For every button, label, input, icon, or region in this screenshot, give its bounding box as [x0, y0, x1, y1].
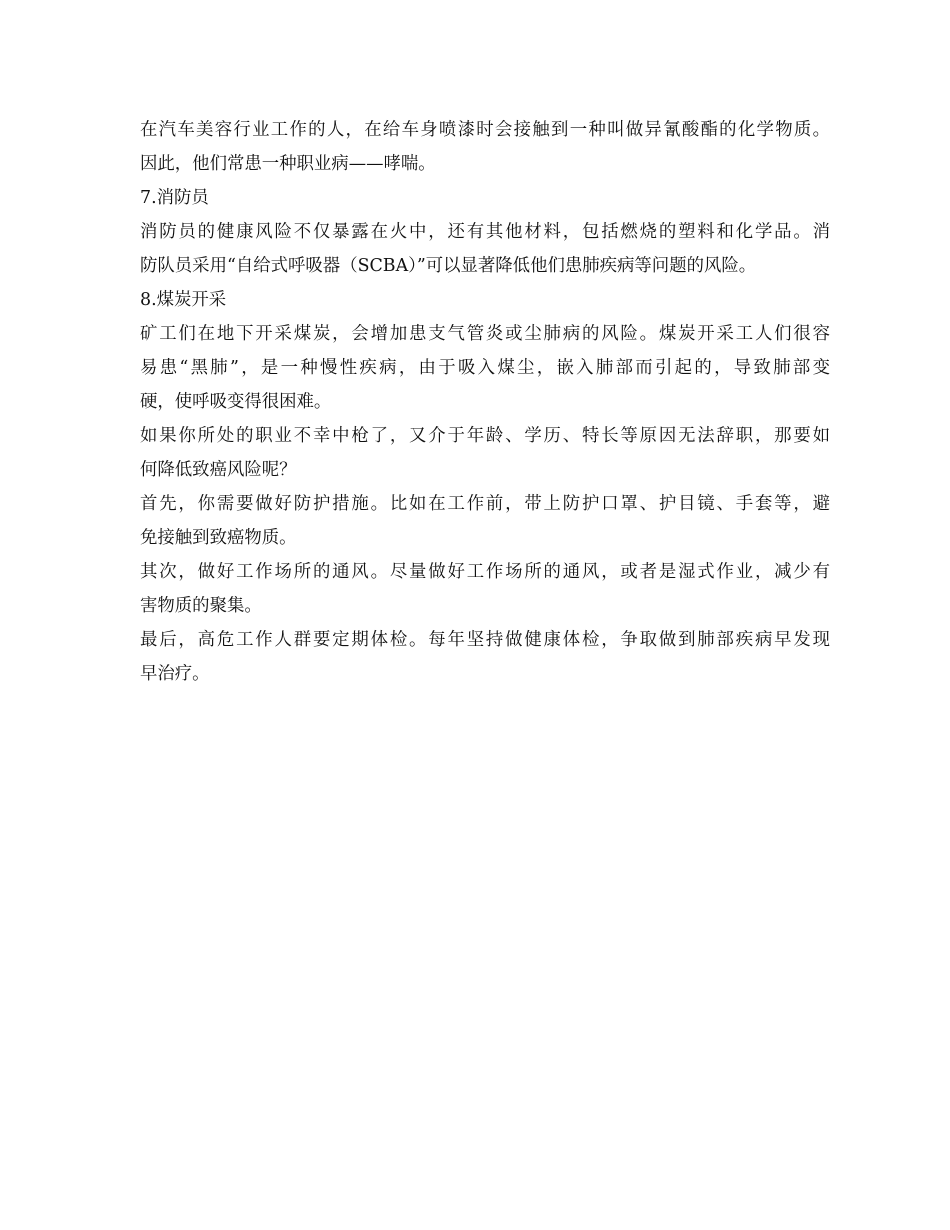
- paragraph-ventilation: [140, 555, 830, 623]
- text-line: 消防员的健康风险不仅暴露在火中，还有其他材料，包括燃烧的塑料和化学品。消: [140, 222, 830, 242]
- text-line: 首先，你需要做好防护措施。比如在工作前，带上防护口罩、护目镜、手套等，避: [140, 494, 830, 514]
- text-line: 最后，高危工作人群要定期体检。每年坚持做健康体检，争取做到肺部疾病早发现: [140, 630, 830, 650]
- text-line: 免接触到致癌物质。: [140, 528, 297, 548]
- text-line: 因此，他们常患一种职业病——哮喘。: [140, 154, 436, 174]
- text-line: 早治疗。: [140, 664, 210, 684]
- paragraph-isocyanate: [140, 113, 830, 181]
- text-line: 防队员采用“自给式呼吸器（SCBA）”可以显著降低他们患肺疾病等问题的风险。: [140, 256, 757, 276]
- paragraph-question: [140, 419, 830, 487]
- text-line: 其次，做好工作场所的通风。尽量做好工作场所的通风，或者是湿式作业，减少有: [140, 562, 830, 582]
- paragraph-firefighter: [140, 215, 830, 283]
- document-body: [140, 113, 830, 691]
- section-heading: 8.煤炭开采: [140, 290, 227, 310]
- text-line: 如果你所处的职业不幸中枪了，又介于年龄、学历、特长等原因无法辞职，那要如: [140, 426, 830, 446]
- text-line: 矿工们在地下开采煤炭，会增加患支气管炎或尘肺病的风险。煤炭开采工人们很容: [140, 324, 830, 344]
- text-line: 何降低致癌风险呢？: [140, 460, 297, 480]
- paragraph-protection: [140, 487, 830, 555]
- text-line: 硬，使呼吸变得很困难。: [140, 392, 332, 412]
- paragraph-checkup: [140, 623, 830, 691]
- heading-firefighter: [140, 181, 830, 215]
- text-line: 害物质的聚集。: [140, 596, 262, 616]
- text-line: 易患“黑肺”，是一种慢性疾病，由于吸入煤尘，嵌入肺部而引起的，导致肺部变: [140, 358, 830, 378]
- heading-coal-mining: [140, 283, 830, 317]
- section-heading: 7.消防员: [140, 188, 209, 208]
- text-line: 在汽车美容行业工作的人，在给车身喷漆时会接触到一种叫做异氰酸酯的化学物质。: [140, 120, 830, 140]
- paragraph-coal-mining: [140, 317, 830, 419]
